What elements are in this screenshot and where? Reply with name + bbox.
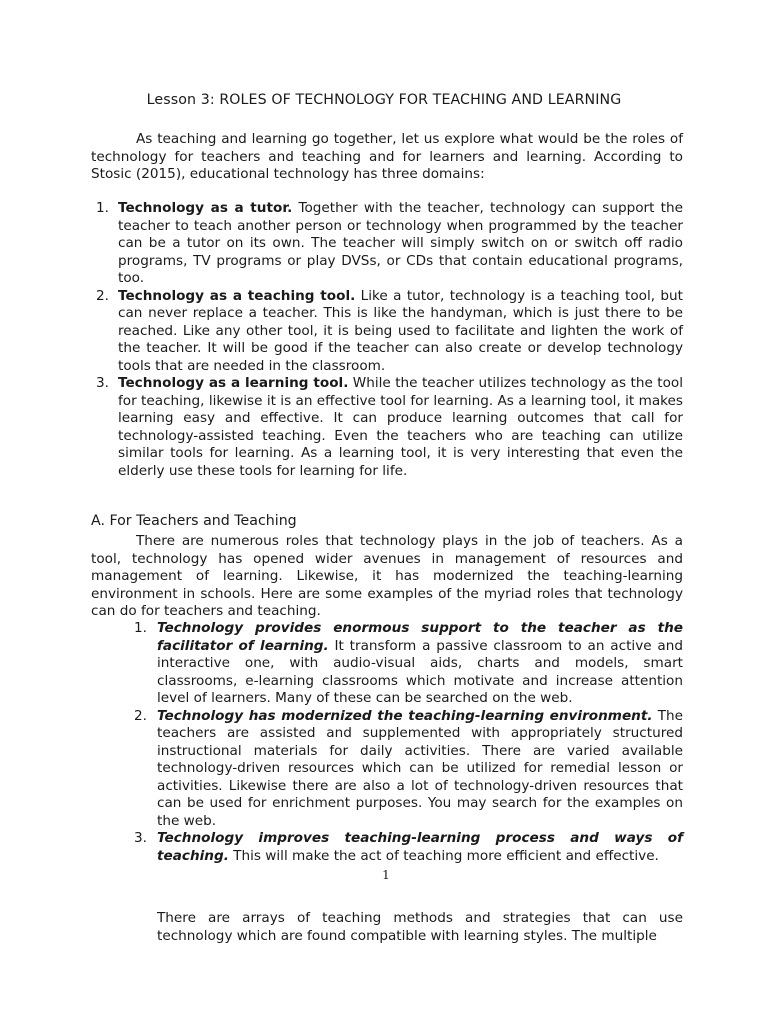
domain-item-tutor xyxy=(96,200,683,288)
domain-item-learning-tool xyxy=(96,375,683,480)
domain-text: While the teacher utilizes technology as the tool for teaching, likewise it is an effective tool for learning. As a learning tool, it makes learning easy and effective. It can produce learning outcomes that call for technology-assisted teaching. Even the teachers who are teaching can utilize similar tools for learning. As a learning tool, it is very interesting that even the elderly use these tools for learning for life. xyxy=(118,375,683,479)
list-number: 1. xyxy=(96,200,109,216)
role-item-process xyxy=(134,830,683,865)
continuation-paragraph: There are arrays of teaching methods and strategies that can use technology which are found compatible with learning styles. The multiple xyxy=(157,910,683,944)
list-number: 3. xyxy=(96,375,109,391)
page-title: Lesson 3: ROLES OF TECHNOLOGY FOR TEACHING AND LEARNING xyxy=(146,92,622,108)
domains-list xyxy=(96,200,684,480)
role-heading: Technology has modernized the teaching-learning environment. xyxy=(157,707,653,724)
section-intro-paragraph: There are numerous roles that technology plays in the job of teachers. As a tool, technology has opened wider avenues in management of resources and management of learning. Likewise, it has modernized the teaching-learning environment in schools. Here are some examples of the myriad roles that technology can do for teachers and teaching. xyxy=(91,533,683,619)
list-number: 1. xyxy=(134,620,147,636)
role-text: This will make the act of teaching more efficient and effective. xyxy=(228,847,659,864)
domain-heading: Technology as a teaching tool. xyxy=(118,287,356,304)
domain-heading: Technology as a learning tool. xyxy=(118,375,349,391)
list-number: 3. xyxy=(134,830,147,846)
domain-item-teaching-tool xyxy=(96,287,684,376)
page-number: 1 xyxy=(382,868,390,882)
role-text: The teachers are assisted and supplemented with appropriately structured instructional materials for daily activities. There are varied available technology-driven resources which can be utilized for remedial lesson or activities. Likewise there are also a lot of technology-driven resources that can be used for enrichment purposes. You may search for the examples on the web. xyxy=(157,707,683,829)
role-text: It transform a passive classroom to an active and interactive one, with audio-visual aids, charts and models, smart classrooms, e-learning classrooms which motivate and increase attention level of learners. Many of these can be searched on the web. xyxy=(157,637,683,706)
list-number: 2. xyxy=(96,287,109,304)
domain-text: Together with the teacher, technology can support the teacher to teach another person or technology when programmed by the teacher can be a tutor on its own. The teacher will simply switch on or switch off radio programs, TV programs or play DVSs, or CDs that contain educational programs, too. xyxy=(118,200,683,286)
roles-list xyxy=(134,620,683,865)
intro-paragraph: As teaching and learning go together, let us explore what would be the roles of technology for teachers and teaching and for learners and learning. According to Stosic (2015), educational technology has three domains: xyxy=(91,131,683,182)
role-item-environment xyxy=(134,707,683,831)
role-item-facilitator xyxy=(134,620,683,708)
domain-text: Like a tutor, technology is a teaching tool, but can never replace a teacher. This is like the handyman, which is just there to be reached. Like any other tool, it is being used to facilitate and lighten the work of the teacher. It will be good if the teacher can also create or develop technology tools that are needed in the classroom. xyxy=(118,287,684,374)
role-heading: Technology improves teaching-learning process and ways of teaching. xyxy=(157,830,683,864)
role-heading: Technology provides enormous support to the teacher as the facilitator of learning. xyxy=(157,620,683,654)
list-number: 2. xyxy=(134,707,147,724)
domain-heading: Technology as a tutor. xyxy=(118,200,293,216)
section-heading: A. For Teachers and Teaching xyxy=(91,513,297,529)
